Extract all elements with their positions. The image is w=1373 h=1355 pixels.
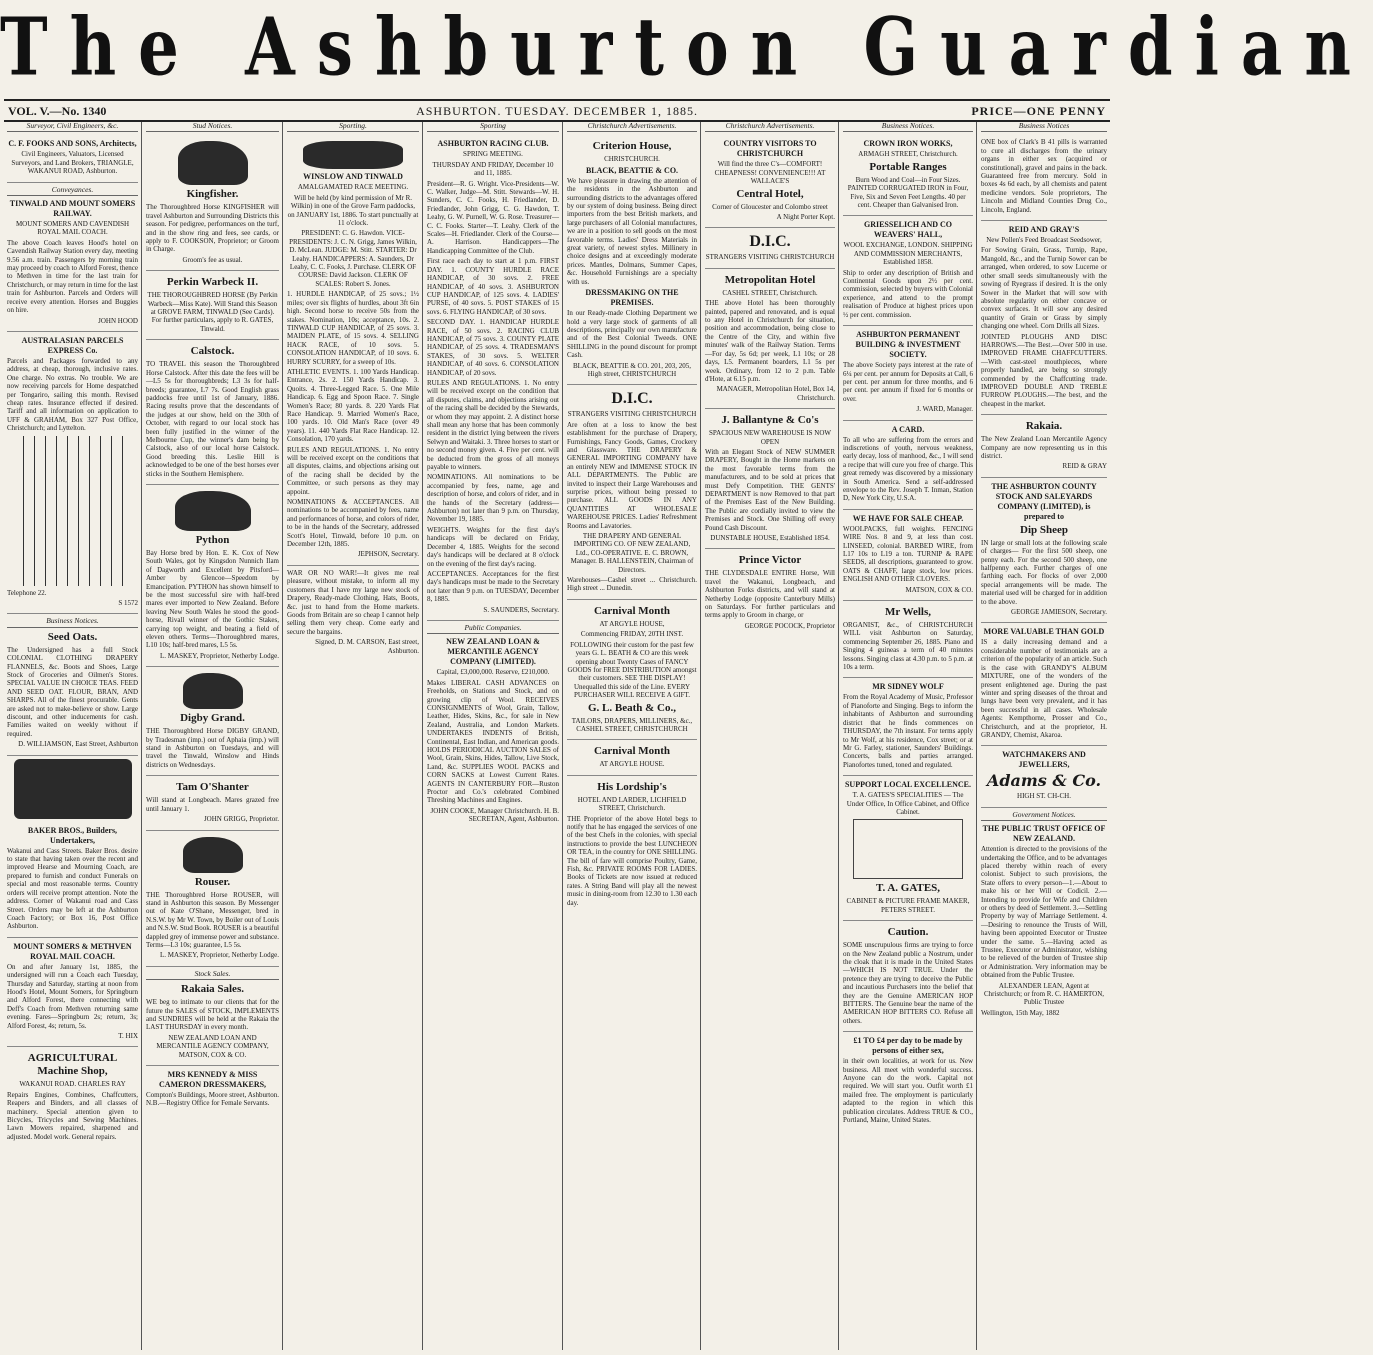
ad-subtitle: SPACIOUS NEW WAREHOUSE IS NOW OPEN [709, 429, 831, 446]
racehorses-illustration [303, 141, 403, 169]
ad-rules: RULES AND REGULATIONS. 1. No entry will be received except on the condition that all disputes, claims, and objections arising out of the racing shall be decided by the Stewards, or whom they may appoint. 2. A distinct horse shall mean any horse that has been commonly resident in the district lying between the rivers Selwyn and Waitaki. 3. Three horses to start or no second money given. 4. Five per cent. will be deducted from the gross of all moneys payable to winners. [427, 378, 559, 472]
ad-baker-bros [7, 822, 138, 938]
section-heading: Sporting [427, 122, 559, 132]
ad-central-hotel [705, 135, 835, 228]
ad-address: Corner of Gloucester and Colombo street [712, 202, 828, 211]
ad-perkin-warbeck [146, 271, 279, 340]
section-heading: Business Notices. [7, 617, 138, 627]
ad-title: Rouser. [194, 875, 231, 888]
ad-title: THE PUBLIC TRUST OFFICE OF NEW ZEALAND. [982, 824, 1106, 844]
ad-title: ASHBURTON RACING CLUB. [437, 139, 549, 149]
ad-signature: THE DRAPERY AND GENERAL IMPORTING CO. OF NEW ZEALAND, Ltd., CO-OPERATIVE. E. C. BROWN, Manager. B. HALLENSTEIN, Chairman of Directors. [570, 532, 694, 574]
ad-title: J. Ballantyne & Co's [721, 414, 819, 427]
ad-title: Perkin Warbeck II. [166, 276, 259, 289]
ad-body: Are often at a loss to know the best establishment for the purchase of Drapery, Furnishings, Fancy Goods, Games, Crockery and Glassware. THE DRAPERY & GENERAL IMPORTING COMPANY have an entirely NEW and IMMENSE STOCK IN ALL DEPARTMENTS. The Public are invited to inspect their Large Warehouses and surprise prices, without being pressed to purchase. ALL GOODS IN ANY QUANTITIES AT WHOLESALE WAREHOUSE PRICES. Ladies' Refreshment Rooms and Lavatories. [567, 420, 697, 530]
ad-tam-oshanter [146, 776, 279, 830]
ad-body: Wakanui and Cass Streets. Baker Bros. desire to state that having taken over the recent and improved Hearse and Mourning Coach, are prepared to furnish and conduct Funerals on special and most reasonable terms. Country orders will receive prompt attention. Note the address. Corner of Wakanui road and Cass Street. Orders may be left at the Ashburton Coach Factory; or Box 16, Post Office Ashburton. [7, 846, 138, 931]
cabinet-diagram [853, 819, 963, 879]
ad-body: WAR OR NO WAR!—It gives me real pleasure, without mistake, to inform all my customers that I have my large new stock of Drapery, Ready-made Clothing, Hats, Boots, &c. just to hand from the Home markets. Goods from Britain are so cheap I cannot help selling them very cheap. Come early and secure the bargains. [287, 568, 419, 636]
issue-volume: VOL. V.—No. 1340 [8, 104, 107, 118]
column-rule [976, 122, 977, 1350]
ad-subtitle: New Pollen's Feed Broadcast Seedsower, [986, 236, 1102, 245]
ad-body: THE Thoroughbred Horse DIGBY GRAND, by Tradesman (imp.) out of Aphaia (imp.) will stand in Ashburton on Tuesdays, and will travel the Tinwald, Winslow and Hinds districts on Wednesdays. [146, 727, 279, 769]
ad-subtitle: MOUNT SOMERS AND CAVENDISH ROYAL MAIL COACH. [15, 220, 130, 237]
ad-title: Carnival Month [593, 745, 671, 758]
section-heading: Stock Sales. [146, 970, 279, 980]
ad-body: Attention is directed to the provisions of the undertaking the Office, and to be advantages placed thereby within reach of every colonist. Subject to such provisions, the State offers to every person—1.—About to make his or her Will or Codicil. 2.—Intending to provide for Wife and Children or others by deed of Settlement. 3.—Settling Property by way of Marriage Settlement. 4.—Desiring to renounce the Trusts of Will, having been appointed Executor or Trustee under the same. 5.—Having acted as Trustee, Executor or Administrator, wishing to be relieved of the burden of Trustee ship or Administration. Very information may be obtained from the Public Trustee. [981, 845, 1107, 980]
ad-signature: BLACK, BEATTIE & CO. 201, 203, 205, High street, CHRISTCHURCH [572, 361, 692, 378]
ad-signature: D. WILLIAMSON, East Street, Ashburton [18, 740, 138, 749]
ad-title: WATCHMAKERS AND JEWELLERS, [1002, 750, 1086, 770]
ad-officers: PRESIDENT: C. G. Hawdon. VICE-PRESIDENTS: J. C. N. Grigg, James Wilkin, D. McLean. JUDGE: M. Stitt. STARTER: Dr Leahy. HANDICAPPERS: A. Saunders, Dr Leahy, C. C. Fooks, J. Purchase. CLERK OF COURSE: David Jackson. CLERK OF SCALES: Robert S. Jones. [289, 229, 417, 288]
ad-calstock [146, 340, 279, 485]
ad-criterion-house [567, 135, 697, 385]
ad-body: ORGANIST, &c., of CHRISTCHURCH WILL visit Ashburton on Saturday, commencing September 26, 1885. Piano and Singing 4 guineas a term of 40 minutes lessons. Singing class at 4.30 p.m. to 5 p.m. at 10s a term. [843, 621, 973, 672]
ad-signature-detail: CABINET & PICTURE FRAME MAKER, PETERS STREET. [846, 897, 970, 914]
ad-footnote: Groom's fee as usual. [182, 255, 243, 264]
ad-ashburton-racing-club [427, 135, 559, 621]
dateline [4, 103, 1110, 119]
section-heading: Government Notices. [981, 811, 1107, 821]
ad-signature: JOHN COOKE, Manager Christchurch. H. B. SECRETAN, Agent, Ashburton. [430, 806, 559, 824]
ad-name: Central Hotel, [736, 187, 804, 200]
ad-title: Mr Wells, [884, 606, 932, 619]
ad-digby-grand [146, 667, 279, 776]
ad-building-society [843, 326, 973, 420]
ad-name: Dip Sheep [1020, 523, 1068, 536]
ad-title: Python [195, 533, 230, 546]
ad-work-for-us [843, 1032, 973, 1130]
ad-dressmakers [146, 1066, 279, 1114]
ad-a-card [843, 421, 973, 510]
ad-title: Rakaia Sales. [181, 983, 244, 996]
ad-subtitle: HIGH ST. CH-CH. [1017, 792, 1071, 801]
ad-dip-sheep [981, 478, 1107, 624]
ad-machine-shop [7, 1047, 138, 1147]
ad-body: Will stand at Longbeach. Mares grazed free until January 1. [146, 796, 279, 813]
ad-more-valuable-than-gold [981, 623, 1107, 746]
ad-rakaia [981, 415, 1107, 478]
ad-kingfisher [146, 135, 279, 271]
ad-title: £1 TO £4 per day to be made by persons of either sex, [853, 1036, 963, 1056]
column-rule [700, 122, 701, 1350]
ad-body: THE CLYDESDALE ENTIRE Horse, Will travel the Wakanui, Longbeach, and Ashburton Forks districts, and will stand at Netherby Lodge (opposite Canterbury Mills) on Saturdays. For further particulars and terms apply to Groom in charge, or [705, 569, 835, 620]
ad-title: Tam O'Shanter [176, 781, 249, 794]
ad-race-events: 1. HURDLE HANDICAP, of 25 sovs.; 1½ miles; over six flights of hurdles, about 3ft 6in high. Second horse to receive 50s from the stakes. Nomination, 10s; acceptance, 10s. 2. TINWALD CUP HANDICAP, of 25 sovs. 3. MAIDEN PLATE, of 15 sovs. 4. SELLING HACK RACE, of 10 sovs. 5. CONSOLATION HANDICAP, of 10 sovs. 6. HURRY SCURRY, for a sweep of 10s. [287, 290, 419, 366]
ad-body: Parcels and Packages forwarded to any address, at cheap, thorough, inclusive rates. One charge. No extras. No trouble. We are now receiving parcels for Home despatched per Tongariro, sailing this month. Revised cheap rates. Insurance effected if desired. Tariff and all information on application to UFF & GRAHAM, Box 327 Post Office, Christchurch; and Lyttelton. [7, 356, 138, 433]
ad-second-day: SECOND DAY. 1. HANDICAP HURDLE RACE, of 50 sovs. 2. RACING CLUB HANDICAP, of 75 sovs. 3. COUNTY PLATE HANDICAP, of 25 sovs. 4. TRADESMAN'S STAKES, of 30 sovs. 5. WELTER HANDICAP, of 40 sovs. 6. CONSOLATION HANDICAP, of 20 sovs. [427, 318, 559, 377]
ad-title: MR SIDNEY WOLF [872, 682, 944, 692]
ad-officers: President—R. G. Wright. Vice-Presidents—W. C. Walker, Judge—M. Stitt. Stewards—W. H. Sunders, C. C. Fooks, H. Friedlander, D. Friedlander, John Grigg, C. G. Hawdon, T. Leahy, G. W. Purnell, W. G. Rose. Treasurer—C. C. Fooks. Starter—T. Leahy. Clerk of the Scales—H. Friedlander. Clerk of the Course—A. Harrison. Handicappers—The Handicapping Committee of the Club. [427, 179, 559, 255]
ad-adams-jewellers [981, 746, 1107, 807]
ad-signature: DUNSTABLE HOUSE, Established 1854. [710, 534, 830, 542]
ad-nz-loan-company [427, 621, 559, 830]
ad-body: The above Coach leaves Hood's hotel on Cavendish Railway Station every day, meeting 9.56 a.m. train. Passengers by morning train may proceed by coach to Alford Forest, thence to Methven in time for the last train for Christchurch, or may return in time for the last train for Ashburton. Parcels and Orders will receive every attention. Horses and Buggies on hire. [7, 238, 139, 315]
ad-rules: RULES AND REGULATIONS. 1. No entry will be received except on the conditions that all disputes, claims, and objections arising out of the racing shall be decided by the Committee, or such persons as they may appoint. [287, 445, 419, 496]
issue-price: PRICE—ONE PENNY [971, 104, 1106, 118]
ad-title: AUSTRALASIAN PARCELS EXPRESS Co. [21, 335, 124, 355]
ad-body: in their own localities, at work for us. New business. All meet with wonderful success. Anyone can do the work. Capital not required. We will start you. Outfit worth £1 mailed free. The employment is particularly adapted to the region in which this publication circulates. Address TRUE & CO., Portland, Maine, United States. [843, 1057, 973, 1125]
ad-signature: J. WARD, Manager. [916, 405, 973, 414]
ad-subtitle: AT ARGYLE HOUSE, [599, 619, 665, 628]
ad-body: Civil Engineers, Valuators, Licensed Surveyors, and Land Brokers, TRIANGLE, WAKANUI ROAD, Ashburton. [11, 150, 134, 176]
column-4 [424, 122, 562, 1350]
column-3 [284, 122, 422, 1350]
section-heading: Sporting. [287, 122, 419, 132]
ad-winslow-tinwald-races [287, 135, 419, 565]
rates-table-image [13, 436, 133, 586]
ad-title: CROWN IRON WORKS, [863, 139, 953, 149]
ad-body: On and after January 1st, 1885, the undersigned will run a Coach each Tuesday, Thursday and Saturday, starting at noon from Hood's Hotel, Mount Somers, for Springburn and Alford Forest, there connecting with Deff's Coach from Methven returning same evening. Fares—Springburn 2s; return, 3s; Alford Forest, 4s; return, 5s. [7, 962, 138, 1030]
ad-body: Makes LIBERAL CASH ADVANCES on Freeholds, on Stations and Stock, and on growing clip of Wool. RECEIVES CONSIGNMENTS of Wool, Grain, Tallow, Leather, Hides, Skins, &c., for sale in New Zealand, Australia, and London Markets. UNDERTAKES INDENTS of British, Continental, East Indian, and American goods. HOLDS PERIODICAL AUCTION SALES of Wool, Grain, Skins, Hides, Tallow, Live Stock, Land, &c. SUPPLIES WOOL PACKS and CORN SACKS at Lowest Current Rates. AGENTS IN CANTERBURY FOR—Ruston Proctor and Co.'s celebrated Combined Threshing Machines and Engines. [427, 678, 559, 805]
ad-body: We have pleasure in drawing the attention of the residents in the Ashburton and surrounding districts to the advantages offered by our system of doing business. Being direct importers from the best British markets, and large purchasers of all Colonial manufactures, we are in a position to sell goods on the most favorable terms. Ladies' Dress Materials in great variety, of newest styles. Millinery in choice designs and at exceedingly moderate prices. Mantles, Dolmans, Summer Capes, &c. Household Furnishings are a specialty with us. [567, 176, 697, 286]
section-heading: Business Notices [981, 122, 1107, 132]
ad-title: Digby Grand. [180, 712, 245, 725]
ad-title: THE ASHBURTON COUNTY STOCK AND SALEYARDS COMPANY (LIMITED), is prepared to [991, 481, 1097, 521]
ad-name: Adams & Co. [986, 771, 1102, 791]
ad-title: REID AND GRAY'S [1008, 225, 1080, 235]
ad-title: Carnival Month [593, 604, 671, 617]
ad-caution [843, 921, 973, 1032]
ad-body: From the Royal Academy of Music, Professor of Pianoforte and Singing. Begs to inform the inhabitants of Ashburton and surrounding district that he finds commences on THURSDAY, the 7th instant. For terms apply to Mr Wolf, at his residence, Cox street; or at Mr G. Farley, stationer, Saunders' Buildings. Concerts, balls and parties arranged. Pianofortes tuned, toned and regulated. [843, 693, 973, 769]
ad-signature-detail: TAILORS, DRAPERS, MILLINERS, &c., CASHEL STREET, CHRISTCHURCH [571, 716, 693, 733]
ad-seed-oats [7, 614, 138, 755]
ad-carnival-month [567, 600, 697, 740]
column-rule [422, 122, 423, 1350]
ad-signature: T. A. GATES, [875, 882, 941, 895]
horse-illustration [178, 141, 248, 185]
ad-clarks-pills [981, 135, 1107, 221]
ad-body: Ship to order any description of British and Continental Goods upon 2½ per cent. commission, selected by buyers with Colonial experience, and attend to the prompt realisation of Produce at highest prices upon ½ per cent. commission. [843, 268, 973, 319]
ad-signature: L. MASKEY, Proprietor, Netherby Lodge. [160, 951, 279, 960]
ad-mount-somers-coach [7, 938, 138, 1048]
ad-signature: REID & GRAY [1062, 462, 1107, 471]
ad-reference: S 1572 [118, 598, 138, 607]
ad-dressmaking-body: In our Ready-made Clothing Department we hold a very large stock of garments of all descriptions, principally our own manufacture and of the Best Colonial Tweeds. ONE SHILLING in the pound discount for prompt Cash. [567, 309, 697, 360]
ad-body: Compton's Buildings, Moore street, Ashburton. N.B.—Registry Office for Female Servants. [146, 1091, 279, 1108]
ad-title: Kingfisher. [186, 188, 239, 201]
ad-body: THE Proprietor of the above Hotel begs to notify that he has engaged the services of one of the best Chefs in the colonies, with special instructions to provide the best LUNCHEON OR TEA, in the country for ONE SHILLING. The bill of fare will comprise Poultry, Game, Fish, &c. PRIVATE ROOMS FOR LADIES. Books of Tickets are now issued at reduced rates. A String Band will play all the newest music in dining-room from 12.30 to 1.30 each day. [567, 814, 697, 907]
ad-first-day: First race each day to start at 1 p.m. FIRST DAY. 1. COUNTY HURDLE RACE HANDICAP, of 30 sovs. 2. FREE HANDICAP, of 40 sovs. 3. ASHBURTON CUP HANDICAP, of 125 sovs. 4. LADIES' PURSE, of 40 sovs. 5. POST STAKES of 15 sovs. 6. FLYING HANDICAP, of 30 sovs. [427, 257, 559, 316]
masthead-title: The Ashburton Guardian [0, 0, 1373, 95]
ad-title: Calstock. [190, 345, 235, 358]
ad-body: Repairs Engines, Combines, Chaffcutters, Reapers and Binders, and all classes of machinery. Special attention given to Bicycles, Tricycles and Sewing Machines. Lawn Mowers repaired, sharpened and adjusted. Model work. General repairs. [7, 1090, 138, 1141]
hearse-illustration [14, 759, 132, 819]
ad-capital: Capital, £3,000,000. Reserve, £210,000. [436, 668, 550, 677]
ad-body: Burn Wood and Coal—in Four Sizes. PAINTED CORRUGATED IRON in Four, Five, Six and Seven Feet Lengths. 40 per cent. Cheaper than Galvanised Iron. [847, 175, 969, 210]
ad-body: TO TRAVEL this season the Thoroughbred Horse Calstock. After this date the fees will be—L5 5s for thoroughbreds; L3 3s for half-breeds; guarantee, L7 7s. Good English grass paddocks free until 1st of January, 1886. Racing results prove that the descendants of the judges at our show, held on the 30th of October, with regard to our local stock has been fully justified in the winner of the Melbourne Cup, the winner's dam being by Calstock, also of our local horse Calstock. Good breeding this. Leslie Hill is acknowledged to be one of the best horses ever sticks in the Southern Hemisphere. [146, 360, 279, 478]
ad-title: MORE VALUABLE THAN GOLD [983, 627, 1105, 637]
section-heading: Christchurch Advertisements. [567, 122, 697, 132]
ad-dic [567, 385, 697, 600]
column-2 [143, 122, 282, 1350]
ad-title: C. F. FOOKS AND SONS, Architects, [8, 139, 137, 149]
ad-body: THE Thoroughbred Horse ROUSER, will stand in Ashburton this season. By Messenger out of Kate O'Shane, Messenger, bred in N.S.W. by Mr W. Town, by Boiler out of Louis and N.S.W. Stud Book. ROUSER is a beautiful dappled grey of immense power and substance. Terms—L3 10s; guarantee, L5 5s. [146, 890, 279, 949]
ad-body: The above Society pays interest at the rate of 6¼ per cent. per annum for Deposits at Call, 6 per cent. per annum for three months, and 6 per cent. per annum if fixed for 6 months or over. [843, 361, 973, 403]
ad-subtitle: STRANGERS VISITING CHRISTCHURCH [567, 410, 697, 419]
ad-title: TINWALD AND MOUNT SOMERS RAILWAY. [9, 199, 136, 219]
ad-title: ASHBURTON PERMANENT BUILDING & INVESTMENT SOCIETY. [855, 330, 961, 360]
column-rule [141, 122, 142, 1350]
ad-body: Bay Horse bred by Hon. E. K. Cox of New South Wales, got by Kingsdon Nunnich Ilam of Dagworth and Excellent by Pitsford—Amber by Glencoe—Speedom by Emancipation. PYTHON has shown himself to be the most successful sire with half-bred mares ever imported to New Zealand. Before leaving New South Wales he stood the good-horse, Rivall winner of the Gothic Stakes, carrying top weight, and beating a field of eleven others. Terms—Thoroughbred mares, L10 10s; half-bred mares, L5 5s. [146, 548, 279, 650]
ad-title: Rakaia. [1025, 420, 1063, 433]
ad-signature: GEORGE POCOCK, Proprietor [744, 621, 835, 630]
ad-title: AGRICULTURAL Machine Shop, [27, 1052, 118, 1078]
ad-title: BAKER BROS., Builders, Undertakers, [27, 825, 118, 845]
ad-weights: WEIGHTS. Weights for the first day's handicaps will be declared on Friday, December 4, 1885. Weights for the second day's handicaps will be declared at 8 o'clock on the evening of the first day's racing. [427, 525, 559, 568]
ad-body: WOOLPACKS, full weights. FENCING WIRE Nos. 8 and 9, at less than cost. LINSEED, colonial. BARBED WIRE, from L17 10s to L19 a ton. TURNIP & RAPE SEEDS, all descriptions, guaranteed to grow. OATS & CHAFF, large stock, low prices. ENGLISH AND OTHER CLOVERS. [843, 524, 973, 584]
horse-illustration [175, 491, 251, 531]
ad-fooks-architects [7, 135, 138, 182]
column-5 [564, 122, 700, 1350]
ad-body: The Undersigned has a full Stock COLONIAL CLOTHING DRAPERY FLANNELS, &c. Boots and Shoes, Large Stock of Groceries and Oilmen's Stores. SPECIAL VALUE IN CHOICE TEAS. FEED AND SEED OAT. FLOUR, BRAN, AND SHARPS. All of the finest procurable. Gents are asked not to make-believe or show. Large discount, and other inducements for cash. Families waited on weekly without if required. [7, 645, 138, 738]
ad-subtitle: WAKANUI ROAD. CHARLES RAY [19, 1080, 126, 1089]
ad-phone: Telephone 22. [7, 588, 47, 597]
ad-body: IS a daily increasing demand and a considerable number of testimonials are a criterion of the popularity of an article. Such is the case with GRANDY'S ALBUM MIXTURE, one of the wonders of the present enlightened age. During the past winter and spring diseases of the throat and lungs have been very prevalent, and it has been successful in all cases. Wholesale Agents: Kempthorne, Prosser and Co., Christchurch, and at the proprietor, H. GRANDY, Chemist, Akaroa. [981, 638, 1107, 739]
ad-date: Commencing FRIDAY, 20TH INST. [580, 630, 684, 639]
ad-subtitle: CASHEL STREET, Christchurch. [722, 288, 818, 297]
ad-signature: NEW ZEALAND LOAN AND MERCANTILE AGENCY COMPANY, MATSON, COX & CO. [156, 1033, 269, 1059]
ad-gates-specialities [843, 776, 973, 921]
ad-title: A CARD. [891, 424, 925, 434]
ad-subtitle: AT ARGYLE HOUSE. [599, 760, 665, 769]
ad-title: Caution. [887, 926, 929, 939]
section-heading: Conveyances. [7, 186, 138, 196]
ad-dressmaking: DRESSMAKING ON THE PREMISES. [585, 288, 679, 308]
ad-war-or-no-war [287, 566, 419, 661]
masthead-rule-top [4, 99, 1110, 101]
ad-his-lordships [567, 776, 697, 913]
ad-title: Prince Victor [738, 554, 802, 567]
ad-title: COUNTRY VISITORS TO CHRISTCHURCH [723, 139, 817, 159]
ad-signature: GEORGE JAMIESON, Secretary. [1011, 608, 1107, 617]
ad-title: SUPPORT LOCAL EXCELLENCE. [844, 780, 972, 790]
ad-date: THURSDAY AND FRIDAY, December 10 and 11, 1885. [432, 160, 554, 178]
ad-subtitle: STRANGERS VISITING CHRISTCHURCH [705, 253, 835, 262]
ad-python [146, 485, 279, 667]
ad-body: THE THOROUGHBRED HORSE (By Perkin Warbeck—Miss Kate). Will Stand this Season at GROVE FARM, TINWALD (See Cards). For further particulars, apply to R. GATES, Tinwald. [147, 291, 278, 333]
column-8 [978, 122, 1110, 1350]
ad-nominations: NOMINATIONS & ACCEPTANCES. All nominations to be accompanied by fees, name and performances of horse, and colors of rider, to be in the hands of the Secretary, addressed Scott's Hotel, Tinwald, before 10 p.m. on December 12th, 1885. [287, 498, 419, 549]
issue-date: ASHBURTON. TUESDAY. DECEMBER 1, 1885. [416, 104, 698, 118]
section-heading: Business Notices. [843, 122, 973, 132]
ad-signature: ALEXANDER LEAN, Agent at Christchurch; or from R. C. HAMERTON, Public Trustee [984, 981, 1104, 1007]
ad-body: THE above Hotel has been thoroughly painted, papered and renovated, and is equal to any Hotel in Christchurch for situation, position and accommodation, being close to the Centre of the City, and within five minutes' walk of the Railway Station. Terms—For day, 5s 6d; per week, L1 10s; or 28 days, L5. Permanent boarders, L1 5s per week. Ordinary, from 12 to 2 p.m. Table d'Hote, at 6.15 p.m. [705, 299, 835, 383]
ad-improvements: JOINTED PLOUGHS AND DISC HARROWS.—The Best.—Over 500 in use. IMPROVED FRAME CHAFFCUTTERS.—With cast-steel mouthpieces, where properly handled, are being so strongly commended by the Chaffcutting trade. IMPROVED DOUBLE AND TREBLE FURROW PLOUGHS.—The best, and the cheapest in the market. [981, 332, 1107, 408]
ad-body: To all who are suffering from the errors and indiscretions of youth, nervous weakness, early decay, loss of manhood, &c., I will send a recipe that will cure you free of charge. This great remedy was discovered by a missionary in South America. Send a self-addressed envelope to the Rev. Joseph T. Inman, Station D, New York City, U.S.A. [843, 435, 973, 503]
ad-signature: JEPHSON, Secretary. [357, 550, 419, 559]
ad-carnival-month-2 [567, 740, 697, 775]
ad-metropolitan-hotel [705, 269, 835, 409]
ad-subtitle: HOTEL AND LARDER, LICHFIELD STREET, Christchurch. [577, 795, 687, 813]
column-1 [4, 122, 141, 1350]
ad-footnote: A Night Porter Kept. [776, 213, 835, 222]
ad-body: Will find the three C's—COMFORT! CHEAPNESS! CONVENIENCE!!! AT WALLACE'S [714, 160, 826, 186]
ad-griesselich [843, 216, 973, 326]
ad-body: For Sowing Grain, Grass, Turnip, Rape, Mangold, &c., and the Turnip Sower can be arranged, when ordered, to sow Lucerne or other small seeds simultaneously with the sowing of Ryegrass if desired. It is the only Sower in the Market that will sow with absolute regularity on either concave or convex surfaces. It will sow any desired quantity of Grain or Grass by simply changing one wheel. Corn Drills all Sizes. [981, 246, 1107, 331]
ad-athletic-events: ATHLETIC EVENTS. 1. 100 Yards Handicap. Entrance, 2s. 2. 150 Yards Handicap. 3. Quoits. 4. Three-Legged Race. 5. One Mile Handicap. 6. Egg and Spoon Race. 7. Single Women's Race; 80 yards. 8. 220 Yards Flat Race Handicap. 9. Married Women's Race, 100 yards. 10. Old Man's Race (over 49 years). 11. 440 Yards Flat Race Handicap. 12. Consolation, 170 yards. [287, 367, 419, 444]
column-rule [282, 122, 283, 1350]
ad-rakaia-sales [146, 967, 279, 1066]
ad-parcels-express [7, 332, 138, 614]
ad-name: Portable Ranges [869, 160, 947, 173]
ad-signature: MANAGER, Metropolitan Hotel, Box 14, Christchurch. [716, 385, 835, 402]
ad-reid-gray-seedsower [981, 221, 1107, 415]
ad-body: The New Zealand Loan Mercantile Agency Company are now representing us in this district. [981, 435, 1107, 460]
ad-rouser [146, 831, 279, 967]
ad-subtitle: WOOL EXCHANGE, LONDON. SHIPPING AND COMMISSION MERCHANTS, Established 1858. [843, 241, 973, 267]
ad-signature: JOHN HOOD [98, 316, 138, 325]
ad-firm: BLACK, BEATTIE & CO. [585, 165, 679, 175]
ad-title: Metropolitan Hotel [724, 273, 816, 286]
horse-illustration [183, 673, 243, 709]
ad-title: MOUNT SOMERS & METHVEN ROYAL MAIL COACH. [13, 941, 132, 961]
ad-nominations: NOMINATIONS. All nominations to be accompanied by fees, name, age and description of horse, and colors of rider, and in the hands of the Secretary (address—Ashburton) not later than 9 p.m. on Thursday, November 19, 1885. [427, 473, 559, 524]
ad-body: The Thoroughbred Horse KINGFISHER will travel Ashburton and Surrounding Districts this season. For pedigree, performances on the turf, and in the show ring and fees, see cards, or apply to F. COOKSON, Proprietor; or Groom in Charge. [146, 203, 279, 254]
ad-signature: JOHN GRIGG, Proprietor. [203, 815, 279, 824]
section-heading: Surveyor, Civil Engineers, &c. [7, 122, 138, 132]
ad-acceptances: ACCEPTANCES. Acceptances for the first day's handicaps must be made to the Secretary not later than 9 p.m. on TUESDAY, December 8, 1885. [427, 569, 559, 604]
ad-body: ONE box of Clark's B 41 pills is warranted to cure all discharges from the urinary organs in either sex (acquired or constitutional), gravel and pains in the back. Guaranteed free from mercury. Sold in boxes 4s 6d each, by all chemists and patent medicine vendors. Sole proprietors, The Lincoln and Midland Counties Drug Co., Lincoln, England. [981, 138, 1107, 214]
ad-sidney-wolf [843, 678, 973, 776]
ad-title: MRS KENNEDY & MISS CAMERON DRESSMAKERS, [158, 1070, 267, 1089]
ad-body: Will be held (by kind permission of Mr R. Wilkin) in one of the Grove Farm paddocks, on JANUARY 1st, 1886. To start punctually at 11 o'clock. [287, 193, 419, 228]
ad-ballantyne [705, 409, 835, 549]
section-heading: Stud Notices. [146, 122, 279, 132]
ad-subtitle: SPRING MEETING. [463, 150, 523, 159]
ad-subtitle: ARMAGH STREET, Christchurch. [858, 150, 958, 159]
ad-title: WINSLOW AND TINWALD [303, 172, 403, 182]
ad-subtitle: CHRISTCHURCH. [604, 155, 660, 164]
ad-signature: Signed, D. M. CARSON, East street, Ashburton. [315, 638, 419, 655]
ad-title: D.I.C. [611, 390, 653, 408]
horse-illustration [183, 837, 243, 873]
ad-warehouses: Warehouses—Cashel street ... Christchurch. High street ... Dunedin. [567, 576, 697, 593]
column-rule [838, 122, 839, 1350]
ad-prince-victor [705, 549, 835, 636]
section-heading: Public Companies. [427, 624, 559, 634]
ad-tinwald-coach [7, 183, 138, 332]
ad-crown-iron-works [843, 135, 973, 216]
ad-for-sale-cheap [843, 510, 973, 601]
ad-mr-wells [843, 601, 973, 678]
ad-signature: MATSON, COX & CO. [905, 585, 973, 594]
ad-body: IN large or small lots at the following scale of charges— For the first 500 sheep, one penny each. For the second 500 sheep, one halfpenny each. Further charges of one farthing each. For flocks of over 2,000 special arrangements will be made. The material used will be charged for in addition to the above. [981, 538, 1107, 606]
ad-title: His Lordship's [597, 780, 667, 793]
ad-public-trust-office [981, 808, 1107, 1024]
ad-title: NEW ZEALAND LOAN & MERCANTILE AGENCY COMPANY (LIMITED). [446, 637, 540, 667]
ad-subtitle: AMALGAMATED RACE MEETING. [297, 183, 409, 192]
ad-title: WE HAVE FOR SALE CHEAP. [852, 513, 964, 523]
ad-signature: S. SAUNDERS, Secretary. [483, 605, 559, 614]
ad-body: WE beg to intimate to our clients that for the future the SALES of STOCK, IMPLEMENTS and SUNDRIES will be held at the Rakaia the LAST THURSDAY in every month. [146, 998, 279, 1032]
column-rule [562, 122, 563, 1350]
ad-signature: L. MASKEY, Proprietor, Netherby Lodge. [160, 651, 279, 660]
ad-title: Seed Oats. [47, 630, 98, 643]
ad-dic-2 [705, 228, 835, 268]
ad-body: SOME unscrupulous firms are trying to force on the New Zealand public a Nostrum, under the cloak that it is made in the United States—WHICH IS NOT TRUE. Under the pretence they are trying to deceive the Public and incautious Purchasers into the belief that they are the Genuine AMERICAN HOP BITTERS. The Genuine bear the name of the AMERICAN HOP BITTERS CO. Refuse all others. [843, 941, 973, 1025]
column-6 [702, 122, 838, 1350]
ad-title: GRIESSELICH AND CO WEAVERS' HALL, [863, 220, 953, 240]
ad-body: T. A. GATES'S SPECIALITIES — The Under Office, In Office Cabinet, and Office Cabinet. [846, 791, 970, 816]
ad-body: With an Elegant Stock of NEW SUMMER DRAPERY, Bought in the Home markets on the most favorable terms from the manufacturers, and to be sold at prices that must Defy Competition. THE GENTS' DEPARTMENT is now Removed to that part of the Premises East of the New Building. The Public are cordially invited to view the Premises and Stock. One Shilling off every Pound Cash Discount. [705, 447, 835, 532]
section-heading: Christchurch Advertisements. [705, 122, 835, 132]
ad-title: D.I.C. [749, 233, 791, 251]
ad-title: Criterion House, [592, 140, 672, 153]
ad-signature: T. HIX [118, 1031, 138, 1040]
column-7 [840, 122, 976, 1350]
ad-date: Wellington, 15th May, 1882 [981, 1008, 1060, 1017]
ad-body: FOLLOWING their custom for the past few years G. L. BEATH & CO are this week opening about Twenty Cases of FANCY GOODS for FREE DISTRIBUTION amongst their customers. SEE THE DISPLAY! Unequalled this side of the Line. EVERY PURCHASER WILL RECEIVE A GIFT. [567, 640, 697, 700]
ad-signature: G. L. Beath & Co., [588, 701, 676, 714]
